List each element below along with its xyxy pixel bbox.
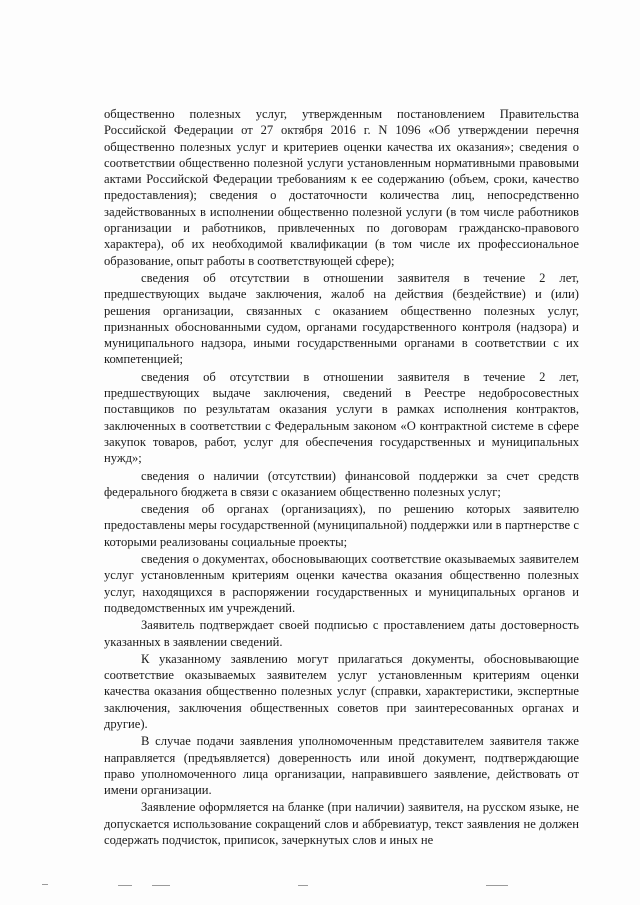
paragraph-representative: В случае подачи заявления уполномоченным представителем заявителя также направляется (предъявляется) доверенность или иной документ, подтверждающие право уполномоченного лица организации, направившего заявление, действовать от имени организации.	[104, 734, 579, 798]
paragraph-documents-info: сведения о документах, обосновывающих соответствие оказываемых заявителем услуг установленным критериям оценки качества оказания общественно полезных услуг, находящихся в распоряжении государственных и муниципальных органов и подведомственных им учреждений.	[104, 552, 579, 615]
scan-mark	[486, 885, 508, 886]
document-body	[104, 106, 579, 849]
scan-mark	[42, 884, 48, 885]
scan-artifacts	[0, 880, 640, 892]
paragraph-form-requirements: Заявление оформляется на бланке (при наличии) заявителя, на русском языке, не допускается использование сокращений слов и аббревиатур, текст заявления не должен содержать подчисток, приписок, зачеркнутых слов и иных не	[104, 800, 579, 848]
scan-mark	[298, 885, 308, 886]
paragraph-registry-info: сведения об отсутствии в отношении заявителя в течение 2 лет, предшествующих выдаче заключения, сведений в Реестре недобросовестных поставщиков по результатам оказания услуги в рамках исполнения контрактов, заключенных в соответствии с Федеральным законом «О контрактной системе в сфере закупок товаров, работ, услуг для обеспечения государственных и муниципальных нужд»;	[104, 369, 579, 466]
paragraph-financial-support: сведения о наличии (отсутствии) финансовой поддержки за счет средств федерального бюджета в связи с оказанием общественно полезных услуг;	[104, 468, 579, 499]
paragraph-attachments: К указанному заявлению могут прилагаться документы, обосновывающие соответствие оказываемых заявителем услуг установленным критериям оценки качества оказания общественно полезных услуг (справки, характеристики, экспертные заключения, заключения общественных советов при заинтересованных органах и другие).	[104, 651, 579, 731]
paragraph-support-bodies: сведения об органах (организациях), по решению которых заявителю предоставлены меры государственной (муниципальной) поддержки или в партнерстве с которыми реализованы социальные проекты;	[104, 502, 579, 549]
paragraph-complaints-info: сведения об отсутствии в отношении заявителя в течение 2 лет, предшествующих выдаче заключения, жалоб на действия (бездействие) и (или) решения организации, связанных с оказанием общественно полезных услуг, признанных обоснованными судом, органами государственного контроля (надзора) и муниципального надзора, иными государственными органами в соответствии с их компетенцией;	[104, 270, 579, 367]
paragraph-continuation: общественно полезных услуг, утвержденным постановлением Правительства Российской Федерации от 27 октября 2016 г. N 1096 «Об утверждении перечня общественно полезных услуг и критериев оценки качества их оказания»; сведения о соответствии общественно полезной услуги установленным нормативными правовыми актами Российской Федерации требованиям к ее содержанию (объем, сроки, качество предоставления); сведения о достаточности количества лиц, непосредственно задействованных в исполнении общественно полезной услуги (в том числе работников организации и работников, привлеченных по договорам гражданско-правового характера), об их необходимой квалификации (в том числе их профессиональное образование, опыт работы в соответствующей сфере);	[104, 107, 579, 268]
scan-mark	[118, 885, 132, 886]
scan-mark	[152, 885, 170, 886]
paragraph-applicant-confirms: Заявитель подтверждает своей подписью с проставлением даты достоверность указанных в заявлении сведений.	[104, 618, 579, 649]
